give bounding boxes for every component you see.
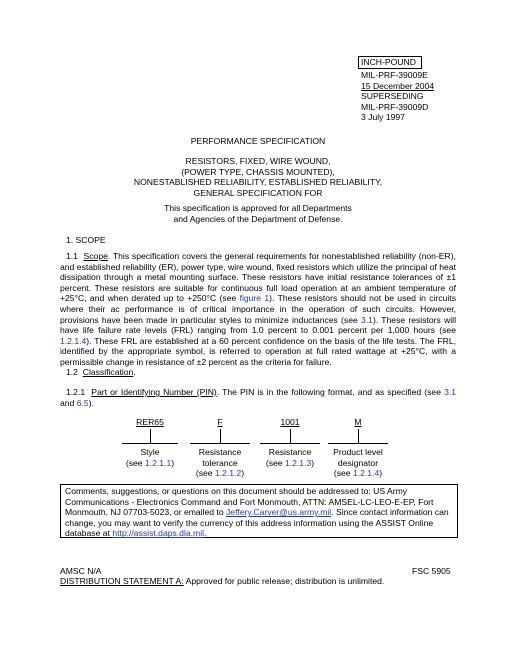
section-1-2-1-2-link[interactable]: 1.2.1.2: [214, 468, 242, 479]
pin-connector-line: [358, 429, 359, 443]
see-suffix: ): [379, 468, 383, 479]
pin-code-text: 1001: [280, 417, 300, 427]
pin-desc-line: tolerance: [202, 457, 238, 468]
pin-desc-style: [118, 447, 182, 468]
pin-code-product-level: [326, 417, 390, 428]
pin-code-text: M: [354, 417, 362, 427]
scope-number: 1.1: [66, 251, 78, 261]
amsc-label: AMSC N/A: [60, 566, 102, 576]
distribution-text: Approved for public release; distribution is unlimited.: [183, 576, 385, 586]
comments-box: [60, 484, 458, 538]
section-3-1-link[interactable]: 3.1: [444, 387, 457, 397]
pin-connector-line: [290, 429, 291, 443]
section-1-2-1-4-link[interactable]: 1.2.1.4: [60, 335, 87, 346]
pin-desc-line: Product level: [333, 447, 383, 457]
pin-connector-line: [150, 429, 151, 443]
figure-1-link[interactable]: figure 1: [239, 293, 270, 304]
pin-see-reference: [326, 468, 390, 479]
scope-text: ). These resistors will have life failure rate levels (FRL) ranging from 1.0 percent to 0.001 percent per 1,000 hours (see: [60, 314, 456, 336]
document-date: 15 December 2004: [361, 80, 435, 91]
pin-divider-line: [190, 443, 250, 444]
classification-heading: [60, 367, 456, 378]
pin-code-resistance: [258, 417, 322, 428]
scope-text: . This specification covers the general requirements for nonestablished reliability (non-ER), and established reliability (ER), power type, wire wound, fixed resistors which utilize the principal of heat dissipation through a metal mounting surface. These resistors have initial resistance tolerances of ±1 percent. These resistors are suitable for continuous full load operation at an ambient temperature of +25°C, and when derated up to +250°C (see: [60, 251, 456, 304]
scope-title: Scope: [83, 251, 108, 261]
pin-code-tolerance: [188, 417, 252, 428]
see-suffix: ): [311, 457, 315, 468]
section-3-1-link[interactable]: 3.1: [361, 314, 373, 325]
title-line: NONESTABLISHED RELIABILITY, ESTABLISHED RELIABILITY,: [133, 177, 383, 187]
pin-desc-product-level: [326, 447, 390, 479]
document-number: MIL-PRF-39009E: [361, 70, 428, 80]
pin-text: and: [60, 397, 77, 408]
see-prefix: (see: [195, 468, 215, 479]
pin-code-text: RER65: [136, 417, 164, 427]
scope-text: ). These resistors should not be used in circuits where their ac performance is of critical importance in the operation of such circuits. However, provisions have been made in particular styles to minimize inductances (see: [60, 293, 456, 325]
pin-desc-resistance: [258, 447, 322, 468]
superseded-date: 3 July 1997: [361, 112, 405, 122]
section-heading-scope: 1. SCOPE: [66, 235, 106, 245]
section-6-5-link[interactable]: 6.5: [76, 397, 89, 408]
title-line: (POWER TYPE, CHASSIS MOUNTED),: [181, 166, 335, 177]
pin-desc-line: Resistance: [198, 447, 242, 457]
fsc-label: FSC 5905: [412, 566, 451, 576]
distribution-statement: [60, 576, 460, 587]
pin-desc-tolerance: [188, 447, 252, 479]
pin-see-reference: [118, 458, 182, 469]
section-1-2-1-1-link[interactable]: 1.2.1.1: [144, 457, 172, 468]
pin-desc-line: Resistance: [268, 447, 312, 457]
pin-text: . The PIN is in the following format, and as specified (see: [216, 387, 445, 397]
pin-see-reference: [188, 468, 252, 479]
section-1-2-1-4-link[interactable]: 1.2.1.4: [352, 468, 380, 479]
spec-type-heading: PERFORMANCE SPECIFICATION: [190, 136, 326, 146]
approval-line: and Agencies of the Department of Defense.: [173, 213, 343, 224]
pin-text: ).: [88, 397, 94, 408]
classification-period: .: [133, 367, 136, 377]
pin-connector-line: [220, 429, 221, 443]
pin-desc-line: Style: [140, 447, 160, 457]
see-suffix: ): [241, 468, 245, 479]
distribution-label: DISTRIBUTION STATEMENT A:: [60, 576, 184, 586]
pin-see-reference: [258, 458, 322, 469]
scope-paragraph: [60, 251, 456, 368]
pin-divider-line: [328, 443, 388, 444]
pin-divider-line: [260, 443, 320, 444]
pin-paragraph: [60, 387, 456, 408]
inch-pound-box: [358, 56, 422, 69]
comments-text: . Since contact information can change, you may want to verify the currency of this address information using the ASSIST Online database at: [65, 507, 449, 539]
scope-text: ). These FRL are established at a 60 percent confidence on the basis of the life tests. The FRL, identified by the appropriate symbol, is referred to operation at full rated wattage at +25°C, with a permissible change in resistance of ±2 percent as the criteria for failure.: [60, 335, 456, 367]
assist-url-link[interactable]: http://assist.daps.dla.mil: [112, 528, 205, 539]
inch-pound-label: INCH-POUND: [361, 57, 416, 67]
comments-text: .: [204, 528, 207, 539]
approval-line: This specification is approved for all Departments: [164, 203, 352, 213]
classification-number: 1.2: [66, 367, 78, 377]
see-suffix: ): [171, 457, 175, 468]
section-1-2-1-3-link[interactable]: 1.2.1.3: [284, 457, 312, 468]
document-id-block: [361, 70, 434, 123]
pin-number: 1.2.1: [66, 387, 86, 397]
see-prefix: (see: [125, 457, 145, 468]
pin-code-text: F: [217, 417, 223, 427]
title-line: GENERAL SPECIFICATION FOR: [193, 187, 323, 198]
superseding-label: SUPERSEDING: [361, 91, 424, 101]
comments-text: Comments, suggestions, or questions on this document should be addressed to: US Army Communications - Electronics Command and Fort Monmouth, ATTN: AMSEL-LC-LEO-E-EP, Fort Monmouth, NJ 07703-5023, or emailed to: [65, 486, 434, 518]
pin-code-style: [118, 417, 182, 428]
title-line: RESISTORS, FIXED, WIRE WOUND,: [185, 156, 331, 166]
email-link[interactable]: Jeffery.Carver@us.army.mil: [226, 507, 332, 518]
see-prefix: (see: [265, 457, 285, 468]
superseded-number: MIL-PRF-39009D: [361, 101, 429, 112]
document-title: [60, 156, 456, 198]
see-prefix: (see: [333, 468, 353, 479]
classification-title: Classification: [82, 367, 134, 377]
approval-statement: [60, 203, 456, 224]
pin-title: Part or Identifying Number (PIN): [91, 387, 217, 397]
pin-desc-line: designator: [337, 457, 379, 468]
pin-divider-line: [122, 443, 178, 444]
